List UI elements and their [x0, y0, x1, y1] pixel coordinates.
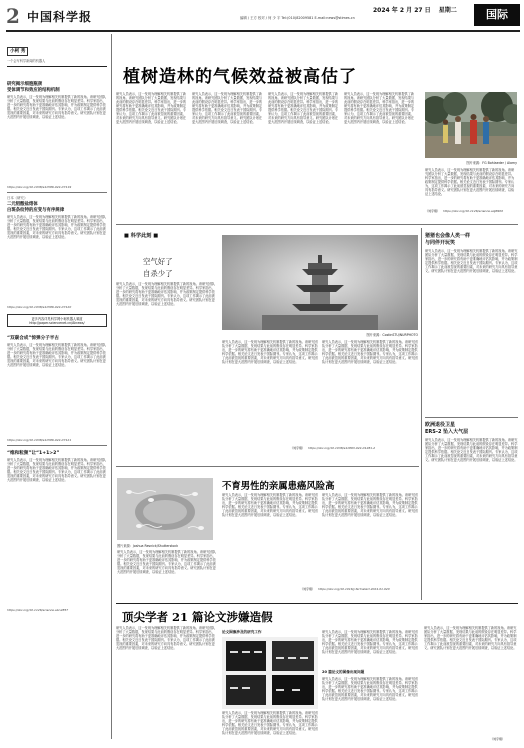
- science-body-col3: 研究人员表示，这一发现为理解相关机制提供了新的视角。该研究团队分析了大量数据，发现结果与此前的假设存在明显差异。科学家指出，进一步的研究将有助于更准确地评估其影响，并为政策制定提供科学依据。相关论文近日发表于国际期刊。专家认为，这项工作揭示了此前被忽视的重要因素，对未来的研究方向具有指导意义。研究团队计划在更大范围内开展后续调查，以验证上述结论。: [322, 340, 418, 364]
- item2-link[interactable]: https://doi.org/10.1038/s41586-024-07120: [7, 305, 72, 310]
- section-badge: 国际: [474, 4, 520, 26]
- lead-body-col4: 研究人员表示，这一发现为理解相关机制提供了新的视角。该研究团队分析了大量数据，发现结果与此前的假设存在明显差异。科学家指出，进一步的研究将有助于更准确地评估其影响，并为政策制定提供科学依据。相关论文近日发表于国际期刊。专家认为，这项工作揭示了此前被忽视的重要因素，对未来的研究方向具有指导意义。研究团队计划在更大范围内开展后续调查，以验证上述结论。: [344, 92, 415, 124]
- column-tag: 小柯 秀: [7, 47, 28, 56]
- item4-title: “维和粒频”让“1+1>2”: [7, 450, 60, 456]
- promo-url[interactable]: http://paper.sciencenet.cn/AInews/: [29, 321, 85, 326]
- dateline: [373, 5, 457, 14]
- lead-body-col2: 研究人员表示，这一发现为理解相关机制提供了新的视角。该研究团队分析了大量数据，发现结果与此前的假设存在明显差异。科学家指出，进一步的研究将有助于更准确地评估其影响，并为政策制定提供科学依据。相关论文近日发表于国际期刊。专家认为，这项工作揭示了此前被忽视的重要因素，对未来的研究方向具有指导意义。研究团队计划在更大范围内开展后续调查，以验证上述结论。: [192, 92, 263, 124]
- science-signoff-block: [290, 446, 375, 450]
- right-story1-title-line2: 与同伴开玩笑: [425, 240, 456, 246]
- lead-headline: 植树造林的气候效益被高估了: [123, 67, 357, 87]
- infertile-body-col0: 研究人员表示，这一发现为理解相关机制提供了新的视角。该研究团队分析了大量数据，发现结果与此前的假设存在明显差异。科学家指出，进一步的研究将有助于更准确地评估其影响，并为政策制定提供科学依据。相关论文近日发表于国际期刊。专家认为，这项工作揭示了此前被忽视的重要因素，对未来的研究方向具有指导意义。研究团队计划在更大范围内开展后续调查，以验证上述结论。: [117, 550, 216, 574]
- science-body-col1: 研究人员表示，这一发现为理解相关机制提供了新的视角。该研究团队分析了大量数据，发现结果与此前的假设存在明显差异。科学家指出，进一步的研究将有助于更准确地评估其影响，并为政策制定提供科学依据。相关论文近日发表于国际期刊。专家认为，这项工作揭示了此前被忽视的重要因素，对未来的研究方向具有指导意义。研究团队计划在更大范围内开展后续调查，以验证上述结论。: [116, 282, 215, 306]
- gel-blot-figure: [222, 637, 318, 709]
- science-photo: [222, 235, 418, 330]
- section-divider: [116, 466, 419, 467]
- science-photo-caption: 图片来源：CostinSTU/NURPHOTO: [366, 333, 418, 337]
- lead-body-col3: 研究人员表示，这一发现为理解相关机制提供了新的视角。该研究团队分析了大量数据，发现结果与此前的假设存在明显差异。科学家指出，进一步的研究将有助于更准确地评估其影响，并为政策制定提供科学依据。相关论文近日发表于国际期刊。专家认为，这项工作揭示了此前被忽视的重要因素，对未来的研究方向具有指导意义。研究团队计划在更大范围内开展后续调查，以验证上述结论。: [268, 92, 339, 124]
- bottom-headline: 顶尖学者 21 篇论文涉嫌造假: [122, 610, 273, 624]
- item2-source: 日本《研究》: [7, 196, 28, 201]
- infertile-body-col2: 研究人员表示，这一发现为理解相关机制提供了新的视角。该研究团队分析了大量数据，发现结果与此前的假设存在明显差异。科学家指出，进一步的研究将有助于更准确地评估其影响，并为政策制定提供科学依据。相关论文近日发表于国际期刊。专家认为，这项工作揭示了此前被忽视的重要因素，对未来的研究方向具有指导意义。研究团队计划在更大范围内开展后续调查，以验证上述结论。: [322, 493, 418, 517]
- edline: 编辑 / 王方 校对 / 何 少 宇 Tel:(010)82009581 E-mail:news@stimes.cn: [240, 16, 355, 20]
- masthead: 中国科学报: [27, 10, 93, 24]
- section-divider: [116, 224, 518, 225]
- bottom-signoff: （刘宇翔）: [490, 737, 506, 741]
- infertile-body-col1: 研究人员表示，这一发现为理解相关机制提供了新的视角。该研究团队分析了大量数据，发现结果与此前的假设存在明显差异。科学家指出，进一步的研究将有助于更准确地评估其影响，并为政策制定提供科学依据。相关论文近日发表于国际期刊。专家认为，这项工作揭示了此前被忽视的重要因素，对未来的研究方向具有指导意义。研究团队计划在更大范围内开展后续调查，以验证上述结论。: [222, 493, 318, 517]
- item2-title-line1: 二元铝酸盐熔体: [7, 202, 38, 208]
- lead-signoff: （刘宇翔）: [425, 209, 441, 213]
- divider: [7, 66, 107, 67]
- divider: [7, 445, 107, 446]
- tag-square-icon: ■: [153, 233, 159, 239]
- sperm-cells-image: [117, 478, 213, 540]
- right-story2-title-line1: 欧洲退役卫星: [425, 421, 456, 428]
- item1-title-line1: 研究揭示细胞瓶颈: [7, 81, 43, 87]
- bottom-subhead2: 20 篇论文的图像出现问题: [322, 670, 365, 674]
- bottom-figure: [222, 637, 318, 709]
- science-column-tag: [124, 232, 158, 239]
- item3-title: “双碳合成”惊弹分子半古: [7, 336, 59, 342]
- promo-box: [7, 314, 107, 327]
- right-story2-title-line2: ERS-2 坠入大气层: [425, 428, 469, 435]
- right-story1-body: 研究人员表示，这一发现为理解相关机制提供了新的视角。该研究团队分析了大量数据，发现结果与此前的假设存在明显差异。科学家指出，进一步的研究将有助于更准确地评估其影响，并为政策制定提供科学依据。相关论文近日发表于国际期刊。专家认为，这项工作揭示了此前被忽视的重要因素，对未来的研究方向具有指导意义。研究团队计划在更大范围内开展后续调查，以验证上述结论。: [425, 249, 518, 273]
- date: 2024 年 2 月 27 日: [373, 7, 431, 14]
- item3-link[interactable]: https://doi.org/10.1038/s41586-024-07121: [7, 438, 72, 443]
- science-headline-line2: 自杀少了: [143, 269, 173, 278]
- science-body-col2: 研究人员表示，这一发现为理解相关机制提供了新的视角。该研究团队分析了大量数据，发现结果与此前的假设存在明显差异。科学家指出，进一步的研究将有助于更准确地评估其影响，并为政策制定提供科学依据。相关论文近日发表于国际期刊。专家认为，这项工作揭示了此前被忽视的重要因素，对未来的研究方向具有指导意义。研究团队计划在更大范围内开展后续调查，以验证上述结论。: [222, 340, 318, 364]
- science-tag-label: 科学此刻: [130, 233, 152, 239]
- bottom-body-col3a: 研究人员表示，这一发现为理解相关机制提供了新的视角。该研究团队分析了大量数据，发现结果与此前的假设存在明显差异。科学家指出，进一步的研究将有助于更准确地评估其影响，并为政策制定提供科学依据。相关论文近日发表于国际期刊。专家认为，这项工作揭示了此前被忽视的重要因素，对未来的研究方向具有指导意义。研究团队计划在更大范围内开展后续调查，以验证上述结论。: [322, 630, 418, 654]
- smog-pagoda-image: [222, 235, 418, 330]
- divider: [425, 417, 518, 418]
- right-story2-body: 研究人员表示，这一发现为理解相关机制提供了新的视角。该研究团队分析了大量数据，发现结果与此前的假设存在明显差异。科学家指出，进一步的研究将有助于更准确地评估其影响，并为政策制定提供科学依据。相关论文近日发表于国际期刊。专家认为，这项工作揭示了此前被忽视的重要因素，对未来的研究方向具有指导意义。研究团队计划在更大范围内开展后续调查，以验证上述结论。: [425, 437, 518, 462]
- item1-title-line2: 受体调节和效应的结构机制: [7, 87, 60, 93]
- infertile-signoff: （刘宇翔）: [300, 587, 316, 591]
- science-link[interactable]: https://doi.org/10.1038/s41893-024-01281-2: [307, 446, 376, 450]
- bottom-body-col3b: 研究人员表示，这一发现为理解相关机制提供了新的视角。该研究团队分析了大量数据，发现结果与此前的假设存在明显差异。科学家指出，进一步的研究将有助于更准确地评估其影响，并为政策制定提供科学依据。相关论文近日发表于国际期刊。专家认为，这项工作揭示了此前被忽视的重要因素，对未来的研究方向具有指导意义。研究团队计划在更大范围内开展后续调查，以验证上述结论。: [322, 677, 418, 701]
- infertile-photo-caption: 图片来源：Joshua Resnick/Shutterstock: [117, 544, 179, 548]
- lead-signoff-block: [425, 209, 517, 213]
- item2-title-line2: 白斑条纹特的应变与有序规律: [7, 208, 65, 214]
- header-rule: [6, 30, 520, 32]
- weekday: 星期二: [438, 7, 457, 14]
- item4-link[interactable]: https://doi.org/10.1126/science.abn2857: [7, 607, 69, 612]
- divider: [7, 192, 107, 193]
- item2-body: 研究人员表示，这一发现为理解相关机制提供了新的视角。该研究团队分析了大量数据，发现结果与此前的假设存在明显差异。科学家指出，进一步的研究将有助于更准确地评估其影响，并为政策制定提供科学依据。相关论文近日发表于国际期刊。专家认为，这项工作揭示了此前被忽视的重要因素，对未来的研究方向具有指导意义。研究团队计划在更大范围内开展后续调查，以验证上述结论。: [7, 215, 106, 240]
- forest-photo-image: [425, 92, 517, 158]
- left-column: [7, 37, 107, 612]
- infertile-link[interactable]: https://doi.org/10.1016/j.fertnstert.2024.01.020: [317, 587, 390, 591]
- right-column: [425, 232, 518, 588]
- bottom-col2: [222, 630, 318, 741]
- infertile-signoff-block: [300, 587, 390, 591]
- lead-photo: [425, 92, 517, 158]
- page-number: 2: [6, 4, 20, 28]
- item3-body: 研究人员表示，这一发现为理解相关机制提供了新的视角。该研究团队分析了大量数据，发现结果与此前的假设存在明显差异。科学家指出，进一步的研究将有助于更准确地评估其影响，并为政策制定提供科学依据。相关论文近日发表于国际期刊。专家认为，这项工作揭示了此前被忽视的重要因素，对未来的研究方向具有指导意义。研究团队计划在更大范围内开展后续调查，以验证上述结论。: [7, 343, 106, 368]
- item1-body: 研究人员表示，这一发现为理解相关机制提供了新的视角。该研究团队分析了大量数据，发现结果与此前的假设存在明显差异。科学家指出，进一步的研究将有助于更准确地评估其影响，并为政策制定提供科学依据。相关论文近日发表于国际期刊。专家认为，这项工作揭示了此前被忽视的重要因素，对未来的研究方向具有指导意义。研究团队计划在更大范围内开展后续调查，以验证上述结论。: [7, 94, 106, 119]
- bottom-col3: [322, 630, 418, 741]
- right-column-divider: [421, 228, 422, 600]
- infertile-photo: [117, 478, 213, 540]
- left-column-divider: [111, 34, 112, 739]
- bottom-body-col1: 研究人员表示，这一发现为理解相关机制提供了新的视角。该研究团队分析了大量数据，发现结果与此前的假设存在明显差异。科学家指出，进一步的研究将有助于更准确地评估其影响，并为政策制定提供科学依据。相关论文近日发表于国际期刊。专家认为，这项工作揭示了此前被忽视的重要因素，对未来的研究方向具有指导意义。研究团队计划在更大范围内开展后续调查，以验证上述结论。: [116, 626, 215, 650]
- bottom-body-col2: 研究人员表示，这一发现为理解相关机制提供了新的视角。该研究团队分析了大量数据，发现结果与此前的假设存在明显差异。科学家指出，进一步的研究将有助于更准确地评估其影响，并为政策制定提供科学依据。相关论文近日发表于国际期刊。专家认为，这项工作揭示了此前被忽视的重要因素，对未来的研究方向具有指导意义。研究团队计划在更大范围内开展后续调查，以验证上述结论。: [222, 711, 318, 735]
- right-story1-title-line1: 猪猪也会像人类一样: [425, 233, 471, 239]
- lead-photo-caption: 图片来源：FG Bohlaeder / Alamy: [466, 161, 517, 165]
- column-subtitle: 一个会写科学新闻的机器人: [7, 59, 46, 63]
- science-headline-line1: 空气好了: [143, 257, 173, 266]
- tag-square-icon: ■: [124, 233, 129, 239]
- lead-body-col5: 研究人员表示，这一发现为理解相关机制提供了新的视角。该研究团队分析了大量数据，发现结果与此前的假设存在明显差异。科学家指出，进一步的研究将有助于更准确地评估其影响，并为政策制定提供科学依据。相关论文近日发表于国际期刊。专家认为，这项工作揭示了此前被忽视的重要因素，对未来的研究方向具有指导意义。研究团队计划在更大范围内开展后续调查，以验证上述结论。: [425, 168, 515, 196]
- item4-body: 研究人员表示，这一发现为理解相关机制提供了新的视角。该研究团队分析了大量数据，发现结果与此前的假设存在明显差异。科学家指出，进一步的研究将有助于更准确地评估其影响，并为政策制定提供科学依据。相关论文近日发表于国际期刊。专家认为，这项工作揭示了此前被忽视的重要因素，对未来的研究方向具有指导意义。研究团队计划在更大范围内开展后续调查，以验证上述结论。: [7, 457, 106, 482]
- item1-link[interactable]: https://doi.org/10.1038/s41586-024-07119: [7, 184, 72, 189]
- bottom-body-col4: 研究人员表示，这一发现为理解相关机制提供了新的视角。该研究团队分析了大量数据，发现结果与此前的假设存在明显差异。科学家指出，进一步的研究将有助于更准确地评估其影响，并为政策制定提供科学依据。相关论文近日发表于国际期刊。专家认为，这项工作揭示了此前被忽视的重要因素，对未来的研究方向具有指导意义。研究团队计划在更大范围内开展后续调查，以验证上述结论。: [424, 626, 517, 650]
- science-signoff: （刘宇翔）: [290, 446, 306, 450]
- bottom-subhead1: 论文图像涉及的研究工作: [222, 630, 262, 634]
- lead-link[interactable]: https://doi.org/10.1126/science.adj6900: [442, 209, 504, 213]
- infertile-headline: 不育男性的亲属患癌风险高: [222, 481, 335, 492]
- section-divider: [116, 603, 518, 604]
- promo-text: 更多内容详见科学网小柯机器人频道: [31, 317, 83, 322]
- lead-body-col1: 研究人员表示，这一发现为理解相关机制提供了新的视角。该研究团队分析了大量数据，发现结果与此前的假设存在明显差异。科学家指出，进一步的研究将有助于更准确地评估其影响，并为政策制定提供科学依据。相关论文近日发表于国际期刊。专家认为，这项工作揭示了此前被忽视的重要因素，对未来的研究方向具有指导意义。研究团队计划在更大范围内开展后续调查，以验证上述结论。: [116, 92, 187, 124]
